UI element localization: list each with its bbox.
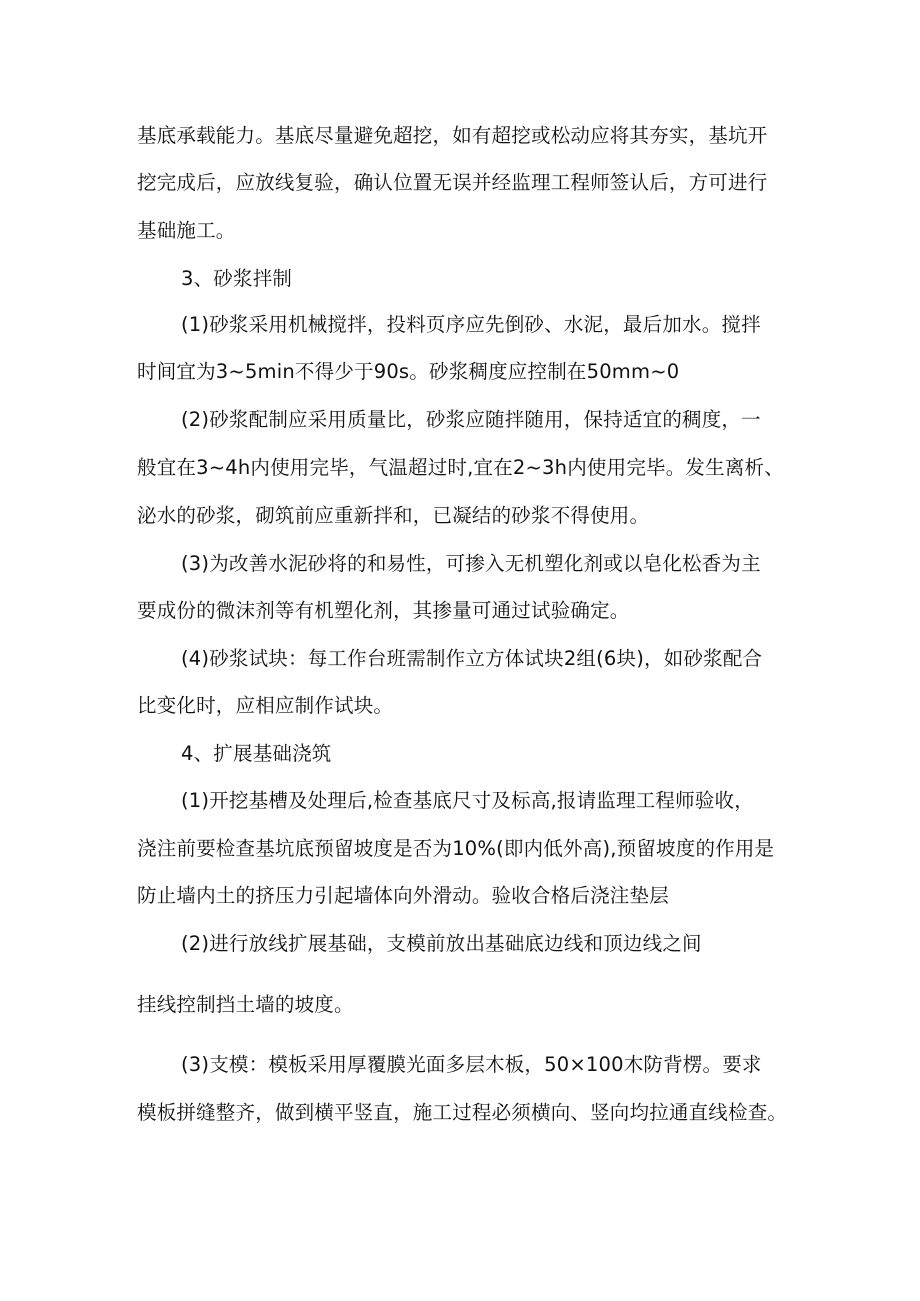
text-line: (3)支模：模板采用厚覆膜光面多层木板，50×100木防背楞。要求: [181, 1053, 762, 1076]
text-line: 防止墙内土的挤压力引起墙体向外滑动。验收合格后浇注垫层: [137, 884, 669, 907]
text-line: (3)为改善水泥砂将的和易性，可掺入无机塑化剂或以皂化松香为主: [181, 552, 761, 575]
text-line: 挖完成后，应放线复验，确认位置无误并经监理工程师签认后，方可进行: [137, 171, 768, 194]
text-line: 挂线控制挡土墙的坡度。: [137, 993, 354, 1016]
text-line: 泌水的砂浆，砌筑前应重新拌和，已凝结的砂浆不得使用。: [137, 504, 650, 527]
text-line: 要成份的微沫剂等有机塑化剂，其掺量可通过试验确定。: [137, 599, 630, 622]
text-line: (4)砂浆试块：每工作台班需制作立方体试块2组(6块)，如砂浆配合: [181, 647, 763, 670]
text-line: 般宜在3~4h内使用完毕，气温超过时,宜在2~3h内使用完毕。发生离析、: [137, 456, 784, 479]
text-line: 基底承载能力。基底尽量避免超挖，如有超挖或松动应将其夯实，基坑开: [137, 124, 768, 147]
text-line: 模板拼缝整齐，做到横平竖直，施工过程必须横向、竖向均拉通直线检查。: [137, 1101, 788, 1124]
text-line: 时间宜为3~5min不得少于90s。砂浆稠度应控制在50mm~0: [137, 360, 680, 383]
text-line: (2)进行放线扩展基础，支模前放出基础底边线和顶边线之间: [181, 932, 702, 955]
text-line: (1)开挖基槽及处理后,检查基底尺寸及标高,报请监理工程师验收，: [181, 789, 754, 812]
section-heading: 4、扩展基础浇筑: [181, 742, 332, 765]
text-line: (2)砂浆配制应采用质量比，砂浆应随拌随用，保持适宜的稠度，一: [181, 408, 761, 431]
text-line: 基础施工。: [137, 219, 236, 242]
text-line: 比变化时，应相应制作试块。: [137, 694, 394, 717]
text-line: 浇注前要检查基坑底预留坡度是否为10%(即内低外高),预留坡度的作用是: [137, 837, 775, 860]
section-heading: 3、砂浆拌制: [181, 267, 293, 290]
text-line: (1)砂浆采用机械搅拌，投料页序应先倒砂、水泥，最后加水。搅拌: [181, 313, 761, 336]
